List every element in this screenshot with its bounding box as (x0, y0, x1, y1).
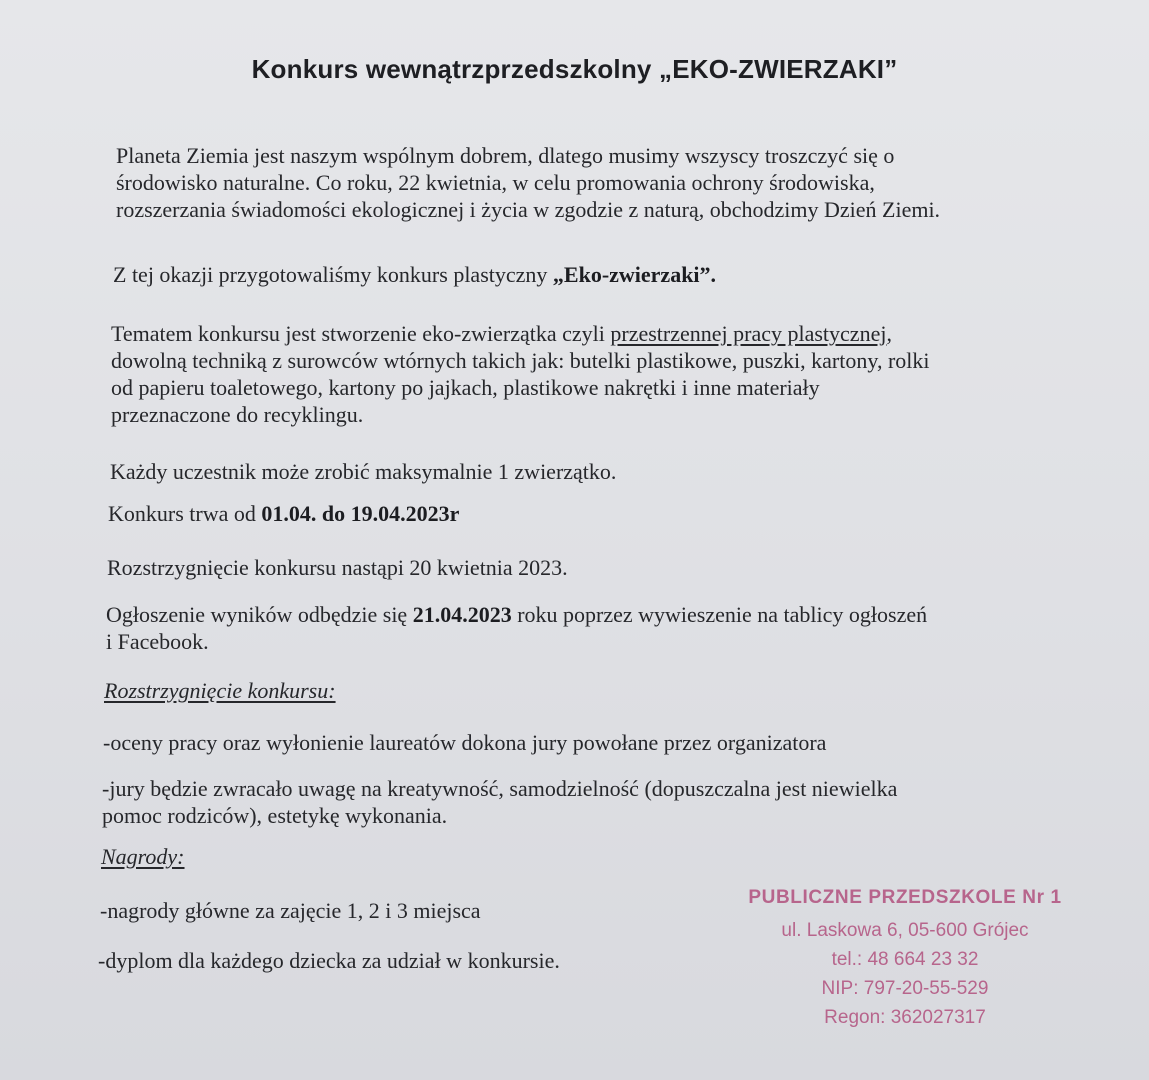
intro-paragraph (116, 142, 940, 223)
theme-line-1-text: Tematem konkursu jest stworzenie eko-zwierzątka czyli (111, 321, 611, 346)
resolution-heading-text: Rozstrzygnięcie konkursu: (104, 678, 336, 703)
occasion-text: Z tej okazji przygotowaliśmy konkurs plastyczny (113, 262, 553, 287)
results-date: 21.04.2023 (412, 602, 512, 627)
results-line-1-text: Ogłoszenie wyników odbędzie się (106, 602, 413, 627)
results-line-1 (106, 601, 927, 628)
occasion-paragraph (113, 261, 716, 288)
prize-item-2: -dyplom dla każdego dziecka za udział w konkursie. (98, 948, 560, 973)
stamp-nip: NIP: 797-20-55-529 (821, 978, 989, 999)
resolution-item-2-line-1: -jury będzie zwracało uwagę na kreatywność, samodzielność (dopuszczalna jest niewielka (102, 776, 898, 801)
intro-line-1: Planeta Ziemia jest naszym wspólnym dobrem, dlatego musimy wszyscy troszczyć się o (116, 143, 895, 168)
document-title: Konkurs wewnątrzprzedszkolny „EKO-ZWIERZAKI” (251, 54, 898, 84)
theme-underlined-phrase: przestrzennej pracy plastycznej (610, 321, 887, 346)
intro-line-2: środowisko naturalne. Co roku, 22 kwietnia, w celu promowania ochrony środowiska, (116, 170, 875, 195)
resolution-item-2-line-2: pomoc rodziców), estetykę wykonania. (102, 803, 448, 828)
resolution-item-1: -oceny pracy oraz wyłonienie laureatów dokona jury powołane przez organizatora (103, 730, 827, 755)
institution-stamp (725, 880, 1085, 1032)
duration-text: Konkurs trwa od (108, 501, 262, 526)
duration-paragraph (108, 500, 459, 527)
theme-line-1 (111, 320, 930, 347)
stamp-name: PUBLICZNE PRZEDSZKOLE Nr 1 (748, 887, 1062, 908)
contest-name: „Eko-zwierzaki”. (552, 262, 717, 287)
results-line-1-end: roku poprzez wywieszenie na tablicy ogłoszeń (511, 602, 928, 627)
resolution-heading (104, 677, 336, 704)
stamp-phone: tel.: 48 664 23 32 (831, 949, 979, 970)
theme-line-4: przeznaczone do recyklingu. (111, 402, 364, 427)
intro-line-3: rozszerzania świadomości ekologicznej i życia w zgodzie z naturą, obchodzimy Dzień Ziemi. (116, 197, 941, 222)
results-paragraph (106, 601, 927, 655)
stamp-regon: Regon: 362027317 (824, 1007, 986, 1028)
prizes-heading (101, 843, 185, 870)
prizes-heading-text: Nagrody: (101, 844, 185, 869)
resolution-item-2 (102, 775, 897, 829)
results-line-2: i Facebook. (106, 629, 209, 654)
resolution-date-paragraph: Rozstrzygnięcie konkursu nastąpi 20 kwietnia 2023. (107, 555, 568, 580)
theme-line-2: dowolną techniką z surowców wtórnych takich jak: butelki plastikowe, puszki, kartony, rolki (111, 348, 930, 373)
theme-line-3: od papieru toaletowego, kartony po jajkach, plastikowe nakrętki i inne materiały (111, 375, 820, 400)
limit-paragraph: Każdy uczestnik może zrobić maksymalnie 1 zwierzątko. (110, 459, 617, 484)
duration-dates: 01.04. do 19.04.2023r (261, 501, 460, 526)
prize-item-1: -nagrody główne za zajęcie 1, 2 i 3 miejsca (100, 898, 481, 923)
theme-paragraph (111, 320, 930, 428)
stamp-address: ul. Laskowa 6, 05-600 Grójec (781, 920, 1029, 941)
theme-line-1-end: , (886, 321, 892, 346)
